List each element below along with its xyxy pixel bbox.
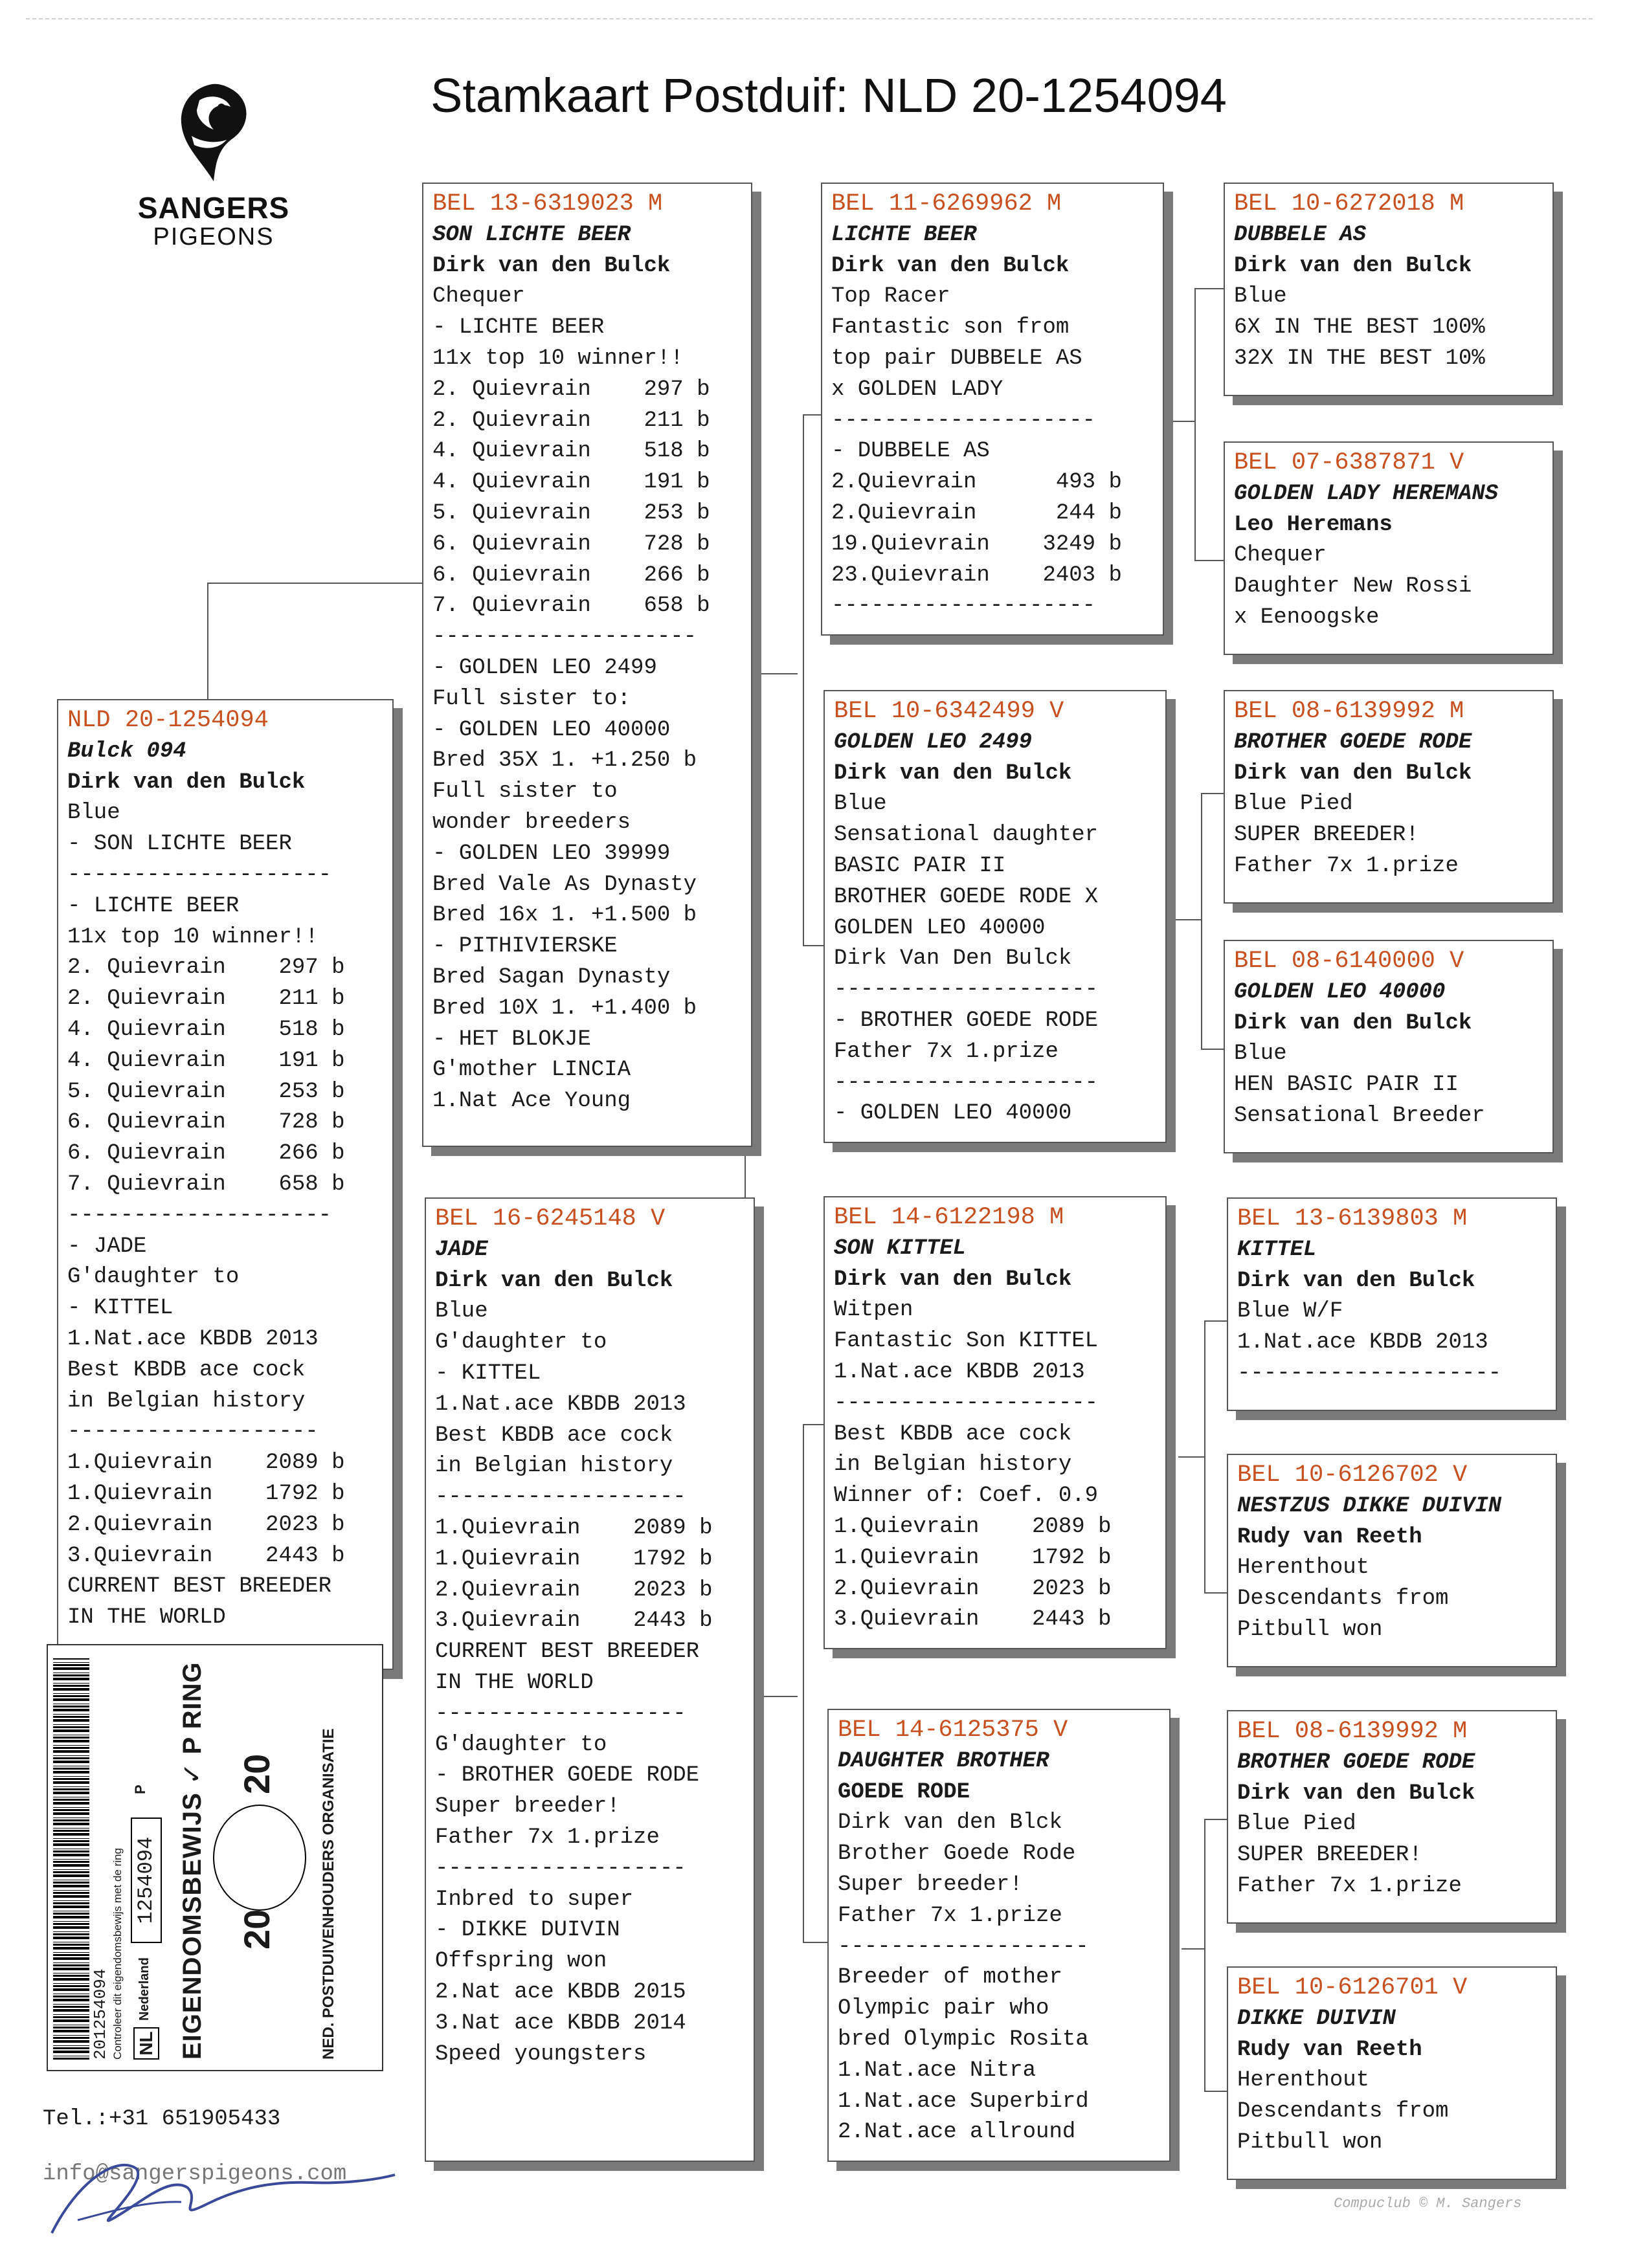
card-line: Witpen [834, 1298, 913, 1323]
card-line: ------------------- [435, 1856, 686, 1881]
ring-number: BEL 11-6269962 M [831, 190, 1062, 217]
card-line: 1.Quievrain 1792 b [834, 1545, 1112, 1570]
card-line: 4. Quievrain 518 b [432, 439, 710, 464]
sangers-logo [123, 78, 304, 265]
card-line: - SON LICHTE BEER [67, 832, 292, 857]
pigeon-name: KITTEL [1237, 1237, 1317, 1262]
email: info@sangerspigeons.com [43, 2162, 347, 2186]
card-mother-father [824, 1196, 1167, 1649]
card-line: Best KBDB ace cock [67, 1357, 306, 1383]
connector [1171, 421, 1194, 422]
card-line: Top Racer [831, 284, 950, 309]
owner-name: Dirk van den Bulck [1234, 761, 1472, 786]
card-line: Blue [1234, 284, 1287, 309]
owner-name: GOEDE RODE [838, 1779, 970, 1805]
card-line: x GOLDEN LADY [831, 377, 1003, 402]
card-line: 2.Quievrain 2023 b [834, 1576, 1112, 1601]
pigeon-name: NESTZUS DIKKE DUIVIN [1237, 1493, 1502, 1518]
card-line: - BROTHER GOEDE RODE [834, 1008, 1099, 1033]
card-line: 2. Quievrain 297 b [432, 377, 710, 402]
card-line: - DUBBELE AS [831, 439, 990, 464]
card-line: Descendants from [1237, 2099, 1449, 2124]
card-line: - PITHIVIERSKE [432, 934, 618, 959]
lion-emblem-icon [213, 1805, 306, 1911]
pigeon-name: SON KITTEL [834, 1236, 967, 1261]
connector [803, 1424, 804, 1942]
card-line: 2. Quievrain 297 b [67, 955, 345, 981]
card-line: 2. Quievrain 211 b [67, 986, 345, 1012]
card-father-mother-mother [1224, 940, 1554, 1153]
connector [1194, 288, 1196, 560]
card-line: HEN BASIC PAIR II [1234, 1073, 1459, 1098]
card-line: 2.Quievrain 2023 b [435, 1577, 713, 1603]
ring-number: BEL 10-6342499 V [834, 698, 1064, 725]
card-line: Bred 16x 1. +1.500 b [432, 903, 697, 928]
year-left: 20 [236, 1909, 277, 1950]
certificate-title: EIGENDOMSBEWIJS ✓ P RING [178, 1662, 207, 2060]
card-line: - BROTHER GOEDE RODE [435, 1763, 700, 1788]
card-line: 1.Nat.ace KBDB 2013 [1237, 1330, 1488, 1355]
card-line: 19.Quievrain 3249 b [831, 531, 1122, 557]
card-line: Brother Goede Rode [838, 1841, 1076, 1867]
ring-number: BEL 07-6387871 V [1234, 449, 1464, 476]
logo-line1: SANGERS [137, 191, 290, 225]
card-father-father [821, 183, 1164, 636]
connector [803, 1942, 827, 1943]
eagle-logo-icon [154, 78, 271, 188]
connector [1204, 1320, 1205, 1592]
ring-number: 1254094 [131, 1818, 162, 1943]
owner-name: Dirk van den Bulck [834, 761, 1072, 786]
connector [1175, 919, 1201, 920]
connector [803, 414, 804, 945]
card-line: 1.Nat.ace Nitra [838, 2058, 1036, 2083]
card-line: in Belgian history [834, 1452, 1072, 1478]
top-divider [26, 18, 1593, 19]
card-line: - LICHTE BEER [67, 893, 240, 918]
card-line: ------------------- [435, 1485, 686, 1510]
card-line: 3.Nat ace KBDB 2014 [435, 2010, 686, 2036]
connector [803, 945, 824, 946]
card-line: Full sister to: [432, 686, 631, 711]
card-line: Blue [67, 801, 120, 826]
sticker-badge: P [132, 1784, 148, 1794]
card-line: - KITTEL [67, 1296, 174, 1321]
card-line: - GOLDEN LEO 2499 [432, 655, 657, 680]
card-line: 2.Quievrain 244 b [831, 500, 1122, 526]
owner-name: Leo Heremans [1234, 512, 1393, 537]
connector [1194, 288, 1224, 289]
connector [1204, 2091, 1227, 2092]
card-line: IN THE WORLD [435, 1670, 594, 1695]
card-line: in Belgian history [67, 1388, 306, 1414]
connector [745, 673, 798, 674]
connector [1204, 1592, 1227, 1594]
ring-number: BEL 14-6125375 V [838, 1717, 1068, 1744]
year-right: 20 [236, 1753, 277, 1794]
connector [803, 1424, 824, 1425]
card-mother-mother-mother [1227, 1966, 1557, 2180]
card-father-father-father [1224, 183, 1554, 396]
card-line: 1.Nat.ace KBDB 2013 [67, 1326, 319, 1351]
owner-name: Dirk van den Bulck [834, 1267, 1072, 1292]
pigeon-name: JADE [435, 1237, 488, 1262]
card-line: 3.Quievrain 2443 b [67, 1543, 345, 1568]
card-line: - HET BLOKJE [432, 1027, 591, 1052]
card-line: 6. Quievrain 728 b [67, 1110, 345, 1135]
connector [1194, 560, 1224, 561]
card-line: -------------------- [831, 408, 1096, 433]
ring-number: BEL 08-6139992 M [1237, 1718, 1468, 1745]
pigeon-name: GOLDEN LEO 40000 [1234, 979, 1446, 1005]
ring-number: BEL 08-6139992 M [1234, 698, 1464, 725]
connector [1204, 1819, 1227, 1820]
pigeon-name: Bulck 094 [67, 739, 186, 764]
card-line: 1.Nat.ace KBDB 2013 [435, 1392, 686, 1417]
card-line: Dirk van den Blck [838, 1810, 1062, 1836]
card-line: 6. Quievrain 728 b [432, 531, 710, 557]
card-line: -------------------- [834, 977, 1099, 1003]
card-line: Dirk Van Den Bulck [834, 946, 1072, 972]
card-line: - GOLDEN LEO 40000 [432, 717, 671, 742]
card-line: - GOLDEN LEO 40000 [834, 1101, 1072, 1126]
card-line: 1.Nat.ace Superbird [838, 2089, 1089, 2114]
sticker-note: Controleer dit eigendomsbewijs met de ring [111, 1848, 124, 2060]
ownership-certificate-sticker [47, 1644, 383, 2071]
connector [1201, 1049, 1224, 1050]
connector [207, 583, 208, 699]
ring-number: BEL 10-6126701 V [1237, 1974, 1468, 2001]
card-line: GOLDEN LEO 40000 [834, 915, 1046, 940]
card-line: 2.Quievrain 493 b [831, 470, 1122, 495]
connector [1204, 1320, 1227, 1322]
card-line: 3.Quievrain 2443 b [834, 1607, 1112, 1632]
card-line: Pitbull won [1237, 2129, 1383, 2155]
card-line: in Belgian history [435, 1454, 673, 1479]
card-line: 4. Quievrain 518 b [67, 1017, 345, 1042]
ring-number: BEL 13-6319023 M [432, 190, 663, 217]
card-line: -------------------- [67, 1203, 332, 1228]
card-line: 1.Quievrain 2089 b [67, 1451, 345, 1476]
card-line: Daughter New Rossi [1234, 574, 1472, 599]
pigeon-name: DUBBELE AS [1234, 222, 1367, 247]
pigeon-name: GOLDEN LEO 2499 [834, 729, 1033, 755]
card-father [422, 183, 752, 1147]
owner-name: Dirk van den Bulck [1234, 253, 1472, 278]
card-line: 5. Quievrain 253 b [432, 500, 710, 526]
card-line: Full sister to [432, 779, 618, 805]
card-line: 4. Quievrain 191 b [432, 470, 710, 495]
footnote: Compuclub © M. Sangers [1334, 2196, 1522, 2212]
card-line: Best KBDB ace cock [834, 1421, 1072, 1447]
card-line: Herenthout [1237, 2068, 1370, 2093]
barcode [53, 1658, 89, 2060]
card-line: Bred 35X 1. +1.250 b [432, 748, 697, 773]
card-line: -------------------- [432, 625, 697, 650]
card-line: ------------------- [435, 1701, 686, 1726]
card-line: Fantastic Son KITTEL [834, 1329, 1099, 1354]
ring-number: BEL 13-6139803 M [1237, 1205, 1468, 1232]
card-line: 23.Quievrain 2403 b [831, 562, 1122, 588]
card-line: Blue Pied [1237, 1812, 1356, 1837]
card-line: Offspring won [435, 1949, 607, 1974]
country-code: NL [133, 2027, 159, 2060]
card-line: Best KBDB ace cock [435, 1423, 673, 1448]
page-title: Stamkaart Postduif: NLD 20-1254094 [431, 69, 1227, 122]
barcode-number: 201254094 [91, 1968, 110, 2060]
card-line: -------------------- [831, 594, 1096, 619]
card-line: IN THE WORLD [67, 1605, 226, 1630]
card-line: Blue Pied [1234, 792, 1353, 817]
card-line: 7. Quievrain 658 b [67, 1172, 345, 1197]
country-name: Nederland [137, 1957, 151, 2021]
card-line: 2. Quievrain 211 b [432, 408, 710, 433]
owner-name: Dirk van den Bulck [67, 770, 306, 795]
card-mother-father-father [1227, 1197, 1557, 1411]
card-main-pigeon [57, 699, 394, 1670]
card-line: 11x top 10 winner!! [67, 924, 319, 950]
card-mother-mother-father [1227, 1710, 1557, 1924]
card-father-mother-father [1224, 690, 1554, 904]
card-line: Inbred to super [435, 1887, 634, 1912]
owner-name: Dirk van den Bulck [435, 1268, 673, 1293]
card-line: -------------------- [67, 862, 332, 887]
connector [803, 414, 821, 416]
card-line: SUPER BREEDER! [1237, 1843, 1422, 1868]
card-line: Olympic pair who [838, 1996, 1049, 2021]
card-line: Father 7x 1.prize [435, 1825, 660, 1850]
pigeon-name: SON LICHTE BEER [432, 222, 631, 247]
owner-name: Rudy van Reeth [1237, 2037, 1422, 2062]
card-mother-father-mother [1227, 1454, 1557, 1667]
owner-name: Rudy van Reeth [1237, 1524, 1422, 1550]
card-line: Super breeder! [435, 1794, 620, 1819]
card-line: 1.Nat.ace KBDB 2013 [834, 1359, 1085, 1384]
organisation-name: NED. POSTDUIVENHOUDERS ORGANISATIE [320, 1728, 337, 2060]
ring-number: BEL 16-6245148 V [435, 1205, 666, 1232]
card-line: 2.Nat ace KBDB 2015 [435, 1979, 686, 2005]
card-line: Father 7x 1.prize [1237, 1873, 1462, 1898]
pigeon-name: BROTHER GOEDE RODE [1234, 729, 1472, 755]
signature-icon [39, 2142, 401, 2246]
owner-name: Dirk van den Bulck [1234, 1010, 1472, 1036]
ring-number: NLD 20-1254094 [67, 707, 269, 734]
card-line: 3.Quievrain 2443 b [435, 1608, 713, 1634]
card-line: Winner of: Coef. 0.9 [834, 1484, 1099, 1509]
card-line: Chequer [432, 284, 525, 309]
card-line: Breeder of mother [838, 1965, 1062, 1990]
card-line: 2.Quievrain 2023 b [67, 1512, 345, 1537]
card-line: 2.Nat.ace allround [838, 2120, 1076, 2145]
card-line: 4. Quievrain 191 b [67, 1048, 345, 1073]
pigeon-name: GOLDEN LADY HEREMANS [1234, 481, 1499, 506]
connector [1201, 793, 1202, 1049]
card-line: Father 7x 1.prize [1234, 853, 1459, 878]
card-line: Herenthout [1237, 1555, 1370, 1581]
card-line: ------------------- [838, 1934, 1089, 1959]
card-line: x Eenoogske [1234, 605, 1380, 630]
card-line: Blue [435, 1299, 488, 1324]
card-line: Sensational daughter [834, 823, 1099, 848]
card-line: - JADE [67, 1234, 147, 1259]
card-line: CURRENT BEST BREEDER [435, 1640, 700, 1665]
pigeon-name: LICHTE BEER [831, 222, 977, 247]
card-line: top pair DUBBELE AS [831, 346, 1082, 371]
card-line: SUPER BREEDER! [1234, 823, 1419, 848]
telephone: Tel.:+31 651905433 [43, 2107, 281, 2131]
pigeon-name: BROTHER GOEDE RODE [1237, 1750, 1475, 1775]
card-line: - KITTEL [435, 1361, 541, 1386]
card-line: 6. Quievrain 266 b [432, 562, 710, 588]
card-line: ------------------- [67, 1419, 319, 1445]
card-line: -------------------- [834, 1070, 1099, 1095]
ring-number: BEL 14-6122198 M [834, 1204, 1064, 1231]
card-father-father-mother [1224, 441, 1554, 655]
card-line: -------------------- [834, 1390, 1099, 1416]
card-line: Blue [1234, 1041, 1287, 1067]
card-line: - DIKKE DUIVIN [435, 1918, 620, 1943]
card-line: G'daughter to [435, 1330, 607, 1355]
connector [1178, 1456, 1204, 1458]
card-mother [425, 1197, 755, 2162]
card-line: 1.Quievrain 1792 b [435, 1546, 713, 1572]
card-line: 7. Quievrain 658 b [432, 594, 710, 619]
card-mother-mother [827, 1709, 1171, 2162]
connector [1201, 793, 1224, 794]
card-line: 5. Quievrain 253 b [67, 1079, 345, 1104]
card-line: 1.Quievrain 1792 b [67, 1481, 345, 1506]
card-line: 6. Quievrain 266 b [67, 1141, 345, 1166]
card-line: Bred 10X 1. +1.400 b [432, 995, 697, 1021]
card-line: Bred Sagan Dynasty [432, 964, 671, 990]
card-line: 1.Quievrain 2089 b [435, 1515, 713, 1540]
pigeon-name: DAUGHTER BROTHER [838, 1748, 1049, 1773]
card-line: Blue W/F [1237, 1299, 1343, 1324]
owner-name: Dirk van den Bulck [1237, 1781, 1475, 1806]
card-line: Father 7x 1.prize [834, 1039, 1059, 1064]
card-line: G'mother LINCIA [432, 1058, 631, 1083]
ring-number: BEL 10-6126702 V [1237, 1462, 1468, 1489]
card-line: 11x top 10 winner!! [432, 346, 684, 371]
owner-name: Dirk van den Bulck [1237, 1268, 1475, 1293]
card-line: BROTHER GOEDE RODE X [834, 884, 1099, 909]
card-line: Pitbull won [1237, 1617, 1383, 1642]
card-line: G'daughter to [67, 1265, 240, 1290]
card-line: -------------------- [1237, 1361, 1502, 1386]
card-line: wonder breeders [432, 810, 631, 835]
card-line: Blue [834, 792, 887, 817]
card-line: Descendants from [1237, 1586, 1449, 1612]
ring-number: BEL 10-6272018 M [1234, 190, 1464, 217]
card-line: Speed youngsters [435, 2041, 647, 2067]
card-line: Father 7x 1.prize [838, 1903, 1062, 1928]
card-line: 6X IN THE BEST 100% [1234, 315, 1485, 340]
connector [207, 583, 422, 584]
card-line: - GOLDEN LEO 39999 [432, 841, 671, 866]
card-line: Fantastic son from [831, 315, 1070, 340]
card-line: Bred Vale As Dynasty [432, 872, 697, 897]
card-line: 1.Quievrain 2089 b [834, 1514, 1112, 1539]
owner-name: Dirk van den Bulck [432, 253, 671, 278]
ring-number: BEL 08-6140000 V [1234, 948, 1464, 975]
card-line: BASIC PAIR II [834, 853, 1006, 878]
connector [1182, 1948, 1204, 1950]
card-line: Super breeder! [838, 1872, 1023, 1897]
card-line: CURRENT BEST BREEDER [67, 1574, 332, 1599]
card-line: 1.Nat Ace Young [432, 1089, 631, 1114]
card-line: 32X IN THE BEST 10% [1234, 346, 1485, 371]
logo-line2: PIGEONS [153, 223, 274, 250]
card-line: - LICHTE BEER [432, 315, 605, 340]
connector [1204, 1819, 1205, 2091]
pigeon-name: DIKKE DUIVIN [1237, 2006, 1396, 2031]
card-father-mother [824, 690, 1167, 1143]
card-line: G'daughter to [435, 1732, 607, 1757]
card-line: Sensational Breeder [1234, 1103, 1485, 1128]
owner-name: Dirk van den Bulck [831, 253, 1070, 278]
card-line: Chequer [1234, 543, 1327, 568]
card-line: bred Olympic Rosita [838, 2027, 1089, 2052]
